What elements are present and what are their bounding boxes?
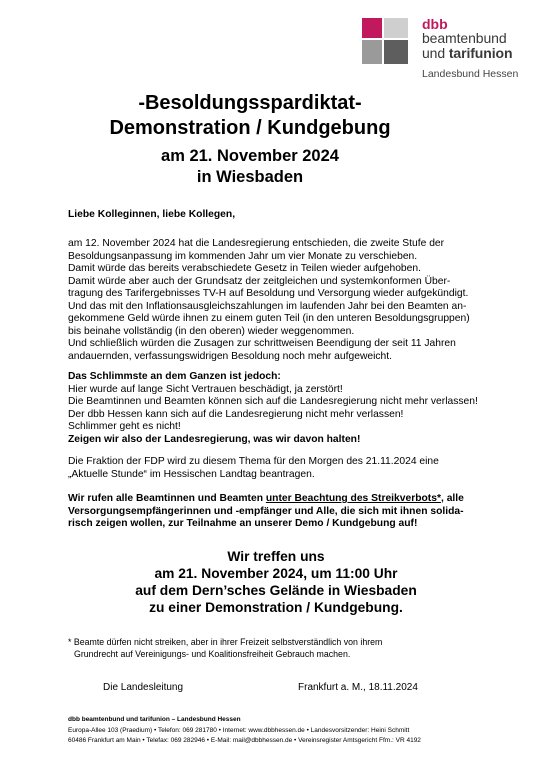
date-title xyxy=(40,146,460,188)
footer-line-2: 60486 Frankfurt am Main • Telefax: 069 282946 • E-Mail: mail@dbbhessen.de • Vereinsregister Amtsgericht Ffm.: VR 4192 xyxy=(68,737,421,744)
signature-left: Die Landesleitung xyxy=(103,682,184,693)
logo-square-dark xyxy=(384,40,408,64)
logo-dbb: dbb xyxy=(422,16,448,32)
worst-heading: Das Schlimmste an dem Ganzen ist jedoch: xyxy=(68,371,281,382)
footer-line-1: Europa-Allee 103 (Praedium) • Telefon: 069 281780 • Internet: www.dbbhessen.de • Landesvorsitzender: Heini Schmitt xyxy=(68,726,410,734)
fdp-line: Die Fraktion der FDP wird zu diesem Thema für den Morgen des 21.11.2024 eine xyxy=(68,456,439,467)
intro-line: Damit würde aber auch der Grundsatz der zeitgleichen und systemkonformen Über- xyxy=(68,275,451,287)
worst-line: Der dbb Hessen kann sich auf die Landesregierung nicht mehr verlassen! xyxy=(68,408,404,420)
logo-square-light xyxy=(384,18,408,38)
meeting-line: zu einer Demonstration / Kundgebung. xyxy=(149,600,403,615)
meeting-block xyxy=(56,548,496,616)
footnote xyxy=(68,637,488,660)
worst-section xyxy=(68,371,486,446)
strike-ban-note: unter Beachtung des Streikverbots* xyxy=(265,493,441,504)
title-line-3: am 21. November 2024 xyxy=(161,147,339,165)
footer-heading: dbb beamtenbund und tarifunion – Landesbund Hessen xyxy=(68,716,241,723)
intro-line: Besoldungsanpassung im kommenden Jahr um vier Monate zu verschieben. xyxy=(68,250,418,262)
intro-line: am 12. November 2024 hat die Landesregierung entschieden, die zweite Stufe der xyxy=(68,238,445,249)
call-line: Versorgungsempfängerinnen und -empfänger und Alle, die sich mit ihnen solida- xyxy=(68,505,464,517)
intro-line: bis beinahe vollständig (in den oberen) wieder weggenommen. xyxy=(68,325,355,337)
intro-line: gekommene Geld würde ihnen zu einem guten Teil (in den unteren Besoldungsgruppen) xyxy=(68,313,470,324)
logo-subtitle: Landesbund Hessen xyxy=(422,68,519,80)
worst-line: Die Beamtinnen und Beamten können sich auf die Landesregierung nicht mehr verlassen! xyxy=(68,396,478,407)
intro-line: tragung des Tarifergebnisses TV-H auf Besoldung und Versorgung wieder aufgekündigt. xyxy=(68,288,469,299)
logo-line-2: und tarifunion xyxy=(422,45,513,61)
logo-line-1: beamtenbund xyxy=(422,30,507,46)
call-line: risch zeigen wollen, zur Teilnahme an unserer Demo / Kundgebung auf! xyxy=(68,518,418,529)
worst-line: Schlimmer geht es nicht! xyxy=(68,421,181,432)
fdp-line: „Aktuelle Stunde“ im Hessischen Landtag beantragen. xyxy=(68,468,315,480)
footnote-line: Grundrecht auf Vereinigungs- und Koalitionsfreiheit Gebrauch machen. xyxy=(74,648,351,659)
intro-line: andauernden, verfassungswidrigen Besoldung noch mehr aufgeweicht. xyxy=(68,350,392,362)
worst-line: Hier wurde auf lange Sicht Vertrauen beschädigt, ja zerstört! xyxy=(68,383,343,395)
title-line-4: in Wiesbaden xyxy=(196,168,304,186)
main-title xyxy=(40,91,460,141)
meeting-line: auf dem Dern’sches Gelände in Wiesbaden xyxy=(135,583,417,598)
footer xyxy=(68,715,508,747)
intro-line: Und das mit den Inflationsausgleichszahlungen im laufenden Jahr bei den Beamten an- xyxy=(68,300,467,312)
logo-square-mid xyxy=(362,40,382,64)
meeting-line: Wir treffen uns xyxy=(227,549,325,564)
logo-mark xyxy=(362,18,414,64)
fdp-paragraph xyxy=(68,456,486,481)
intro-line: Damit würde das bereits verabschiedete Gesetz in Teilen wieder aufgehoben. xyxy=(68,263,421,274)
call-line: Wir rufen alle Beamtinnen und Beamten unter Beachtung des Streikverbots*, alle xyxy=(68,493,464,504)
footnote-line: * Beamte dürfen nicht streiken, aber in ihrer Freizeit selbstverständlich von ihrem xyxy=(68,637,383,647)
worst-closing: Zeigen wir also der Landesregierung, was wir davon halten! xyxy=(68,433,361,445)
signature-right: Frankfurt a. M., 18.11.2024 xyxy=(298,682,418,693)
call-paragraph xyxy=(68,493,486,531)
intro-line: Und schließlich würden die Zusagen zur schrittweisen Beendigung der seit 11 Jahren xyxy=(68,338,456,349)
logo-square-magenta xyxy=(362,18,382,38)
greeting: Liebe Kolleginnen, liebe Kollegen, xyxy=(68,209,236,220)
logo-text xyxy=(422,18,546,80)
title-line-2: Demonstration / Kundgebung xyxy=(109,117,391,139)
title-line-1: -Besoldungsspardiktat- xyxy=(138,92,362,114)
meeting-line: am 21. November 2024, um 11:00 Uhr xyxy=(154,566,398,581)
intro-paragraph xyxy=(68,238,486,363)
